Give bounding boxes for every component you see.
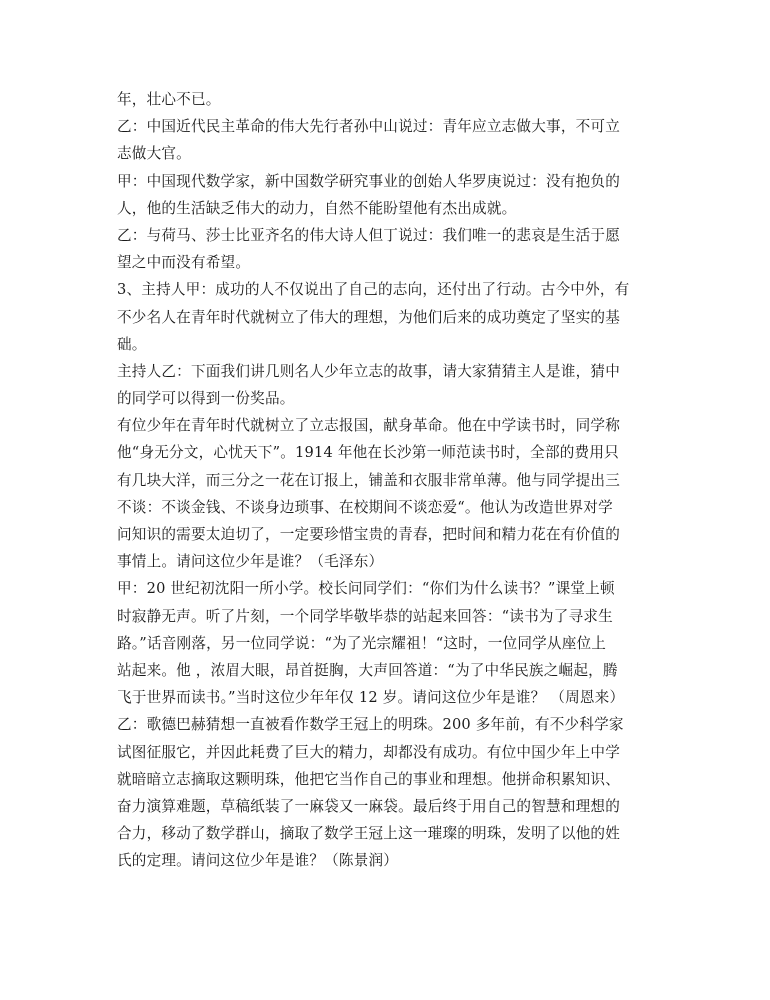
text-line: 的同学可以得到一份奖品。 [117, 390, 295, 408]
text-line: 有几块大洋，而三分之一花在订报上，铺盖和衣服非常单薄。他与同学提出三 [117, 471, 620, 489]
text-line: 3、主持人甲：成功的人不仅说出了自己的志向，还付出了行动。古今中外，有 [117, 281, 630, 299]
text-line: 试图征服它，并因此耗费了巨大的精力，却都没有成功。有位中国少年上中学 [117, 743, 620, 761]
text-line: 路。”话音刚落，另一位同学说：“为了光宗耀祖！“这时，一位同学从座位上 [117, 634, 607, 652]
text-line: 不少名人在青年时代就树立了伟大的理想，为他们后来的成功奠定了坚实的基 [117, 308, 620, 326]
text-line: 有位少年在青年时代就树立了立志报国，献身革命。他在中学读书时，同学称 [117, 417, 620, 435]
text-line: 甲：20 世纪初沈阳一所小学。校长问同学们：“你们为什么读书？”课堂上顿 [117, 580, 615, 598]
text-line: 望之中而没有希望。 [117, 254, 251, 272]
text-line: 事情上。请问这位少年是谁？（毛泽东） [117, 553, 384, 571]
text-line: 合力，移动了数学群山，摘取了数学王冠上这一璀璨的明珠，发明了以他的姓 [117, 825, 620, 843]
text-line: 乙：与荷马、莎士比亚齐名的伟大诗人但丁说过：我们唯一的悲哀是生活于愿 [117, 226, 620, 244]
text-line: 氏的定理。请问这位少年是谁？（陈景润） [117, 852, 399, 870]
text-line: 乙：中国近代民主革命的伟大先行者孙中山说过：青年应立志做大事，不可立 [117, 118, 620, 136]
text-line: 站起来。他 ，浓眉大眼，昂首挺胸，大声回答道：“为了中华民族之崛起，腾 [117, 661, 618, 679]
text-line: 不谈：不谈金钱、不谈身边琐事、在校期间不谈恋爱“。他认为改造世界对学 [117, 498, 613, 516]
text-line: 就暗暗立志摘取这颗明珠，他把它当作自己的事业和理想。他拼命积累知识、 [117, 770, 620, 788]
text-line: 时寂静无声。听了片刻，一个同学毕敬毕恭的站起来回答：“读书为了寻求生 [117, 607, 613, 625]
document-body [117, 86, 657, 874]
text-line: 志做大官。 [117, 145, 191, 163]
text-line: 飞于世界而读书。”当时这位少年年仅 12 岁。请问这位少年是谁？ （周恩来） [117, 689, 625, 707]
text-line: 人，他的生活缺乏伟大的动力，自然不能盼望他有杰出成就。 [117, 199, 517, 217]
text-line: 奋力演算难题，草稿纸装了一麻袋又一麻袋。最后终于用自己的智慧和理想的 [117, 797, 620, 815]
text-line: 年，壮心不已。 [117, 91, 221, 108]
text-line: 主持人乙：下面我们讲几则名人少年立志的故事，请大家猜猜主人是谁，猜中 [117, 362, 620, 380]
text-line: 问知识的需要太迫切了，一定要珍惜宝贵的青春，把时间和精力花在有价值的 [117, 526, 620, 543]
text-line: 甲：中国现代数学家，新中国数学研究事业的创始人华罗庚说过：没有抱负的 [117, 172, 620, 190]
text-line: 础。 [117, 335, 147, 353]
text-line: 乙：歌德巴赫猜想一直被看作数学王冠上的明珠。200 多年前，有不少科学家 [117, 716, 624, 734]
text-line: 他“身无分文，心忧天下”。1914 年他在长沙第一师范读书时，全部的费用只 [117, 444, 619, 462]
